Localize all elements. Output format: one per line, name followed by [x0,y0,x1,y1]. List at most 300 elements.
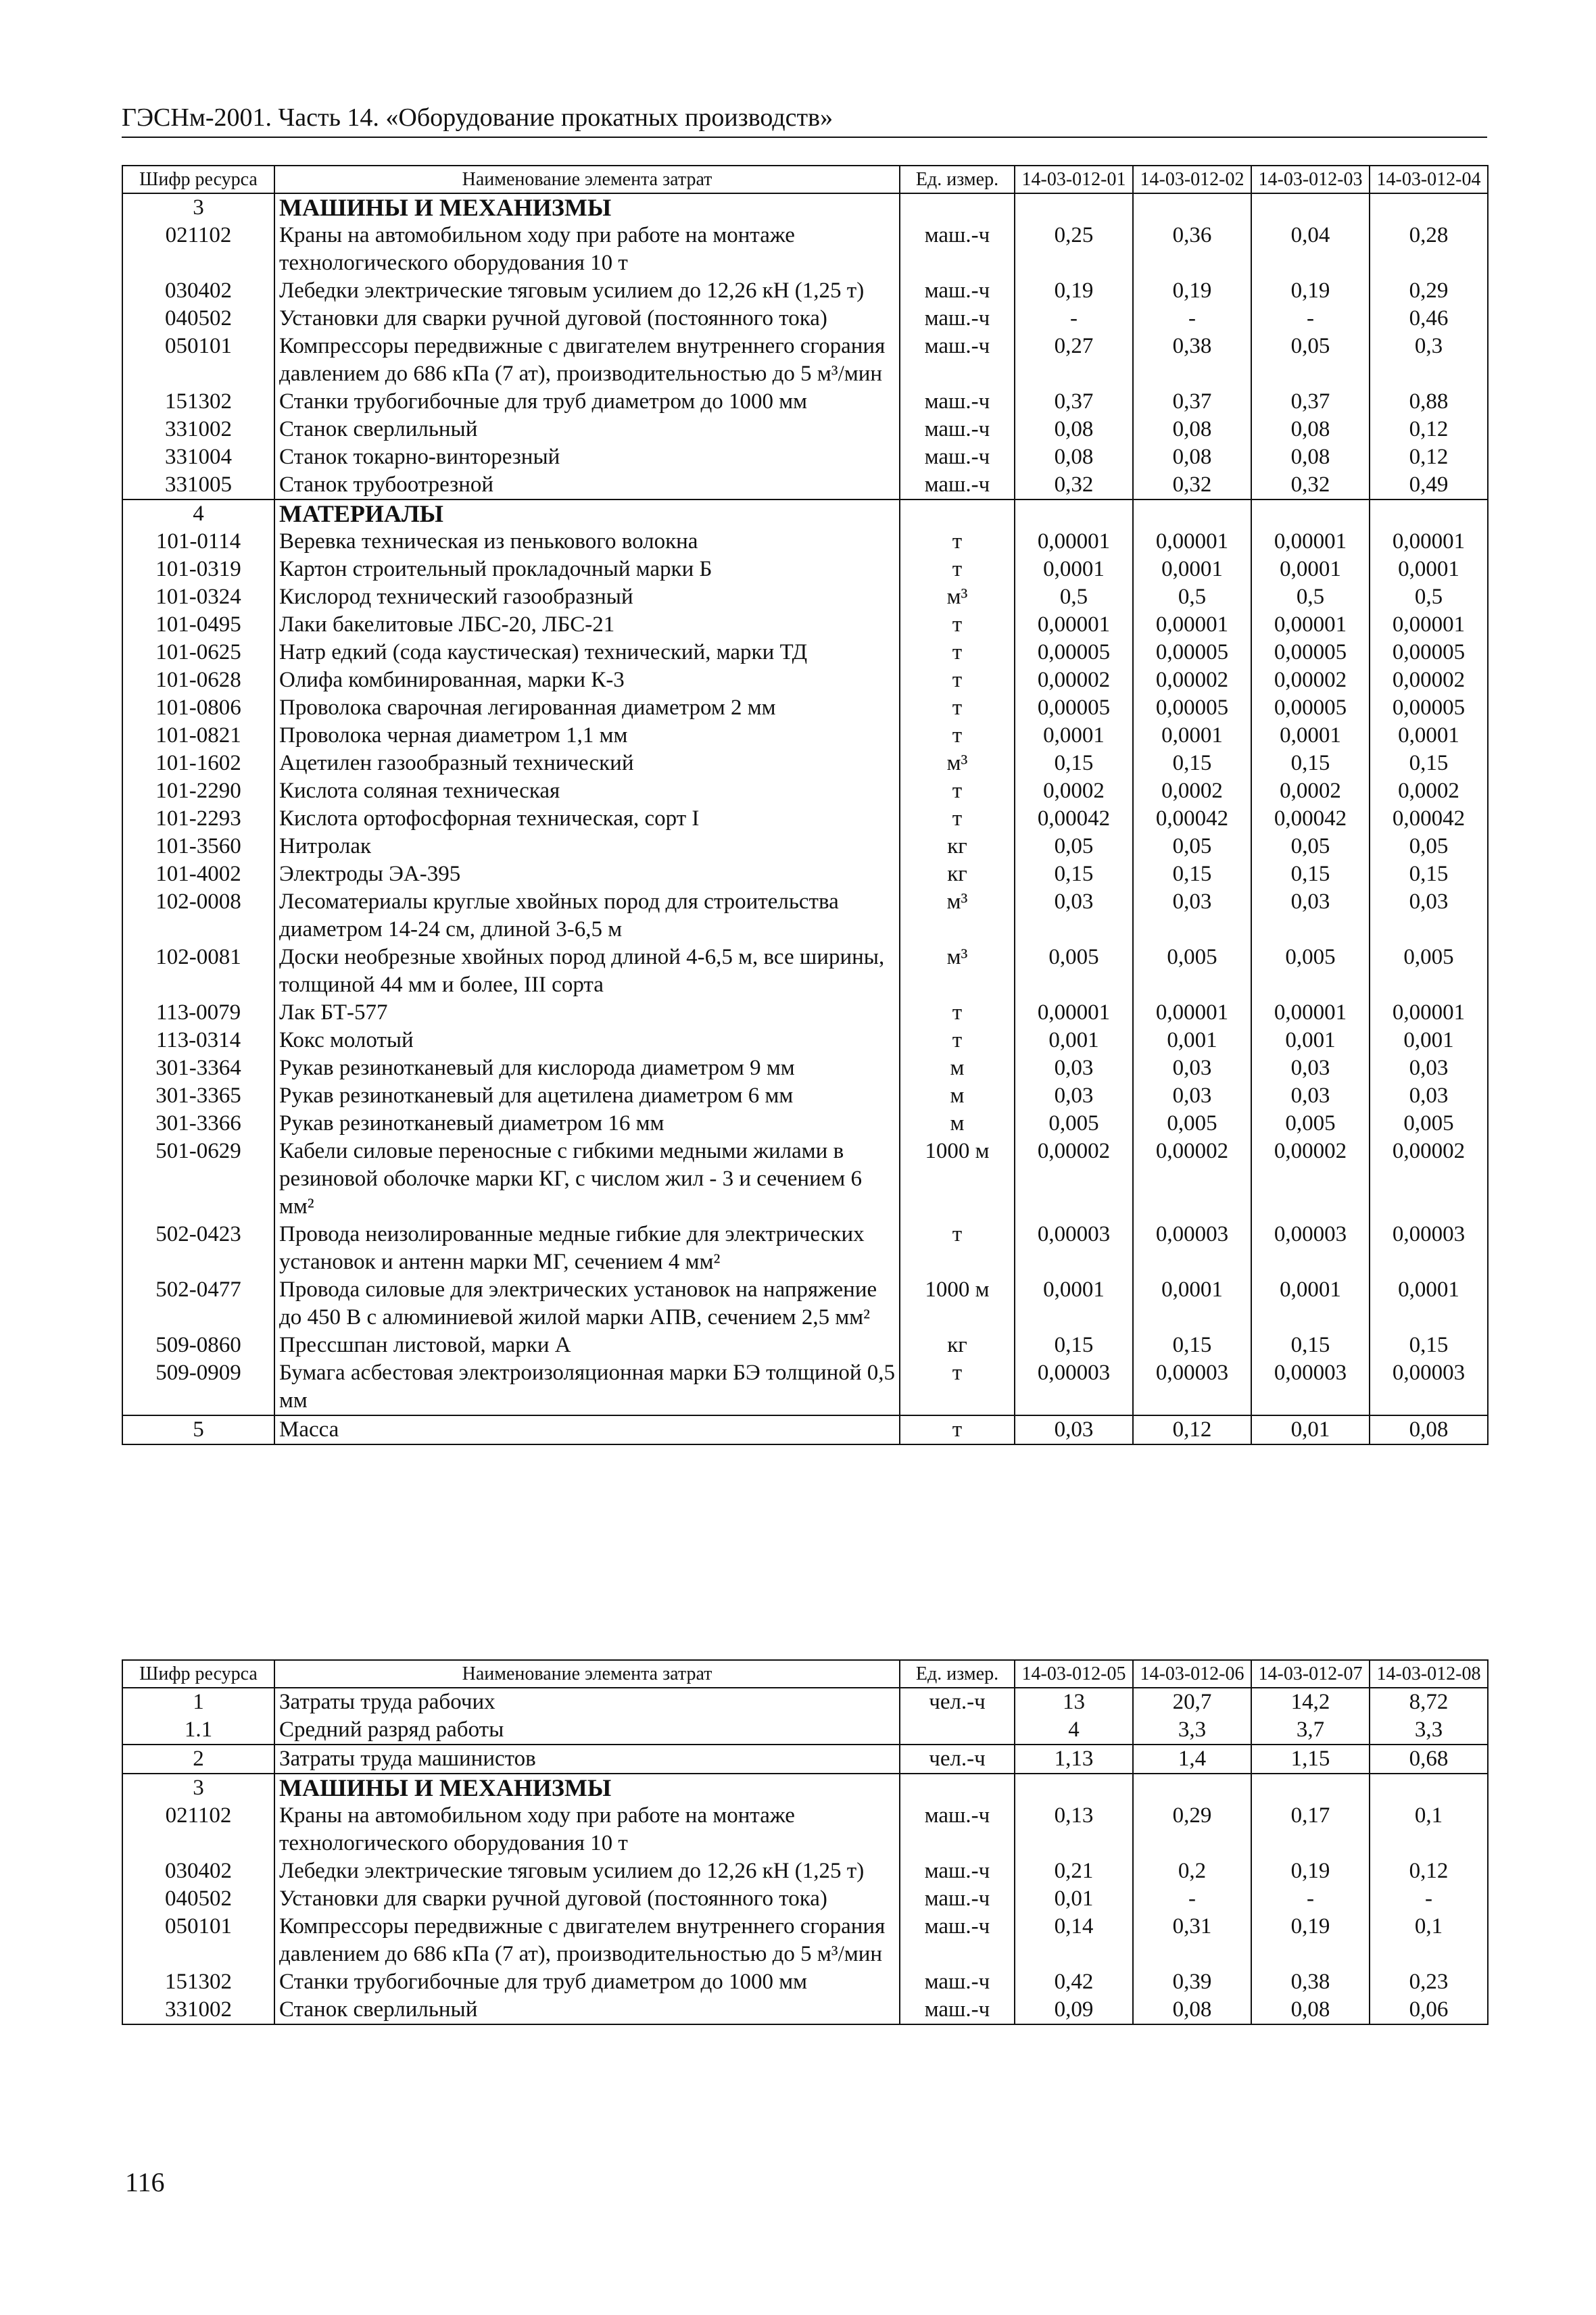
norm-value [1370,193,1488,222]
col-header-norm-5: 14-03-012-05 [1015,1660,1133,1688]
norm-value: 0,00002 [1370,666,1488,694]
norm-value: 0,03 [1133,1082,1251,1110]
unit-cell: т [900,639,1015,666]
norm-value: 0,05 [1370,833,1488,860]
resource-name: Затраты труда машинистов [274,1745,900,1774]
norm-value: 0,68 [1370,1745,1488,1774]
resource-code: 101-0628 [122,666,274,694]
resource-code: 501-0629 [122,1138,274,1221]
norm-value: 0,15 [1370,860,1488,888]
norm-value: 0,0002 [1370,777,1488,805]
resource-name: Станок токарно-винторезный [274,443,900,471]
norm-value: 0,005 [1370,944,1488,999]
norm-value: 0,00003 [1251,1359,1370,1415]
col-header-name: Наименование элемента затрат [274,166,900,193]
norm-value: 20,7 [1133,1688,1251,1716]
norm-value: 0,0002 [1251,777,1370,805]
resource-name: Рукав резинотканевый для кислорода диаметром 9 мм [274,1054,900,1082]
norm-value: 0,00002 [1251,666,1370,694]
resource-code: 101-3560 [122,833,274,860]
resource-name: Бумага асбестовая электроизоляционная марки БЭ толщиной 0,5 мм [274,1359,900,1415]
norm-value: 0,0001 [1133,722,1251,750]
resource-code: 101-0625 [122,639,274,666]
table-row [122,1221,1488,1276]
section-row [122,1688,1488,1716]
table-row [122,583,1488,611]
norm-value: 0,00001 [1370,528,1488,556]
norm-value: - [1370,1885,1488,1913]
table-row [122,750,1488,777]
norm-value: 0,37 [1015,388,1133,416]
norm-value: 14,2 [1251,1688,1370,1716]
resource-name: Краны на автомобильном ходу при работе на монтаже технологического оборудования 10 т [274,222,900,277]
col-header-norm-6: 14-03-012-06 [1133,1660,1251,1688]
col-header-code: Шифр ресурса [122,166,274,193]
unit-cell: 1000 м [900,1276,1015,1332]
norm-value: 0,3 [1370,333,1488,388]
resource-code: 101-2290 [122,777,274,805]
norm-value: 0,00001 [1015,611,1133,639]
col-header-code: Шифр ресурса [122,1660,274,1688]
unit-cell: маш.-ч [900,277,1015,305]
resource-name: Лебедки электрические тяговым усилием до 12,26 кН (1,25 т) [274,1857,900,1885]
norm-value: 0,00005 [1370,639,1488,666]
norm-value: 0,03 [1015,1082,1133,1110]
norm-value: 0,0001 [1251,1276,1370,1332]
col-header-norm-1: 14-03-012-01 [1015,166,1133,193]
norm-value: 0,25 [1015,222,1133,277]
norm-value: 0,2 [1133,1857,1251,1885]
norm-value: 0,38 [1133,333,1251,388]
table-row [122,277,1488,305]
norm-value: - [1251,305,1370,333]
norm-value: 1,13 [1015,1745,1133,1774]
resource-name: Веревка техническая из пенькового волокна [274,528,900,556]
norm-value: 0,15 [1133,860,1251,888]
table-row [122,639,1488,666]
norm-value: 0,08 [1251,416,1370,443]
norm-value: 0,08 [1370,1415,1488,1444]
table-1-header [122,166,1488,193]
norm-value: 0,39 [1133,1968,1251,1996]
norm-value: 0,00001 [1370,611,1488,639]
norm-value: 1,4 [1133,1745,1251,1774]
resource-code: 101-0114 [122,528,274,556]
table-row [122,944,1488,999]
table-row [122,999,1488,1027]
norm-value: 0,15 [1251,1332,1370,1359]
table-row [122,222,1488,277]
col-header-norm-8: 14-03-012-08 [1370,1660,1488,1688]
unit-cell: т [900,1221,1015,1276]
resource-code: 030402 [122,1857,274,1885]
norm-value: 0,00001 [1133,528,1251,556]
resource-name: Лебедки электрические тяговым усилием до 12,26 кН (1,25 т) [274,277,900,305]
resource-name: Установки для сварки ручной дуговой (постоянного тока) [274,305,900,333]
resource-code: 101-0319 [122,556,274,583]
table-row [122,1885,1488,1913]
resource-code: 101-0324 [122,583,274,611]
norm-value: 0,01 [1251,1415,1370,1444]
norm-value: 0,14 [1015,1913,1133,1968]
norm-value: 0,15 [1370,750,1488,777]
table-row [122,528,1488,556]
resource-name: Станки трубогибочные для труб диаметром до 1000 мм [274,1968,900,1996]
norm-value: 0,19 [1015,277,1133,305]
table-row [122,556,1488,583]
resource-code: 331002 [122,416,274,443]
resource-name: Лак БТ-577 [274,999,900,1027]
norm-value: 1,15 [1251,1745,1370,1774]
norm-value: 0,42 [1015,1968,1133,1996]
table-row [122,860,1488,888]
section-row [122,1745,1488,1774]
resource-name: Компрессоры передвижные с двигателем внутреннего сгорания давлением до 686 кПа (7 ат), производительностью до 5 м³/мин [274,333,900,388]
norm-value: 0,08 [1251,443,1370,471]
norm-value: 0,00042 [1015,805,1133,833]
resource-name: Рукав резинотканевый диаметром 16 мм [274,1110,900,1138]
unit-cell: кг [900,860,1015,888]
resource-code: 050101 [122,333,274,388]
resource-name: Провода неизолированные медные гибкие для электрических установок и антенн марки МГ, сечением 4 мм² [274,1221,900,1276]
resource-name: Нитролак [274,833,900,860]
resource-code: 101-0806 [122,694,274,722]
resource-name: Проволока черная диаметром 1,1 мм [274,722,900,750]
norm-value: 0,00003 [1015,1221,1133,1276]
norm-value: 0,00005 [1015,694,1133,722]
norm-value: 0,0002 [1015,777,1133,805]
norm-value: 13 [1015,1688,1133,1716]
table-1-body [122,193,1488,1444]
unit-cell: т [900,666,1015,694]
norm-value: 0,00003 [1133,1359,1251,1415]
unit-cell: маш.-ч [900,471,1015,499]
unit-cell: маш.-ч [900,1996,1015,2024]
unit-cell: маш.-ч [900,333,1015,388]
norm-value: 0,05 [1015,833,1133,860]
norm-value: 0,03 [1015,1054,1133,1082]
norm-value: 0,21 [1015,1857,1133,1885]
resource-name: Лаки бакелитовые ЛБС-20, ЛБС-21 [274,611,900,639]
norm-value [1015,1774,1133,1802]
resource-table-2 [122,1659,1489,2025]
resource-code: 040502 [122,1885,274,1913]
unit-cell [900,1716,1015,1745]
resource-name: МАШИНЫ И МЕХАНИЗМЫ [274,1774,900,1802]
resource-code: 050101 [122,1913,274,1968]
norm-value: 3,3 [1133,1716,1251,1745]
table-row [122,1913,1488,1968]
norm-value: 0,12 [1133,1415,1251,1444]
norm-value: 0,15 [1133,1332,1251,1359]
table-row [122,333,1488,388]
resource-code: 101-1602 [122,750,274,777]
table-row [122,388,1488,416]
table-row [122,1082,1488,1110]
norm-value: 0,0001 [1370,1276,1488,1332]
resource-name: Кислота ортофосфорная техническая, сорт I [274,805,900,833]
norm-value: 0,36 [1133,222,1251,277]
norm-value: 0,5 [1251,583,1370,611]
norm-value: 0,13 [1015,1802,1133,1857]
norm-value: 0,05 [1133,833,1251,860]
norm-value: 0,23 [1370,1968,1488,1996]
norm-value: 0,001 [1015,1027,1133,1054]
norm-value: 0,08 [1133,1996,1251,2024]
norm-value: 0,28 [1370,222,1488,277]
unit-cell: маш.-ч [900,305,1015,333]
resource-code: 1.1 [122,1716,274,1745]
norm-value: 0,15 [1015,860,1133,888]
unit-cell: маш.-ч [900,388,1015,416]
norm-value: 0,00001 [1251,611,1370,639]
resource-code: 5 [122,1415,274,1444]
table-row [122,305,1488,333]
resource-code: 040502 [122,305,274,333]
norm-value: 0,005 [1133,1110,1251,1138]
table-row [122,1332,1488,1359]
norm-value: 0,03 [1251,888,1370,944]
table-row [122,416,1488,443]
resource-code: 3 [122,1774,274,1802]
unit-cell: т [900,722,1015,750]
norm-value: 0,005 [1015,944,1133,999]
norm-value [1370,499,1488,528]
unit-cell: м³ [900,750,1015,777]
resource-name: МАТЕРИАЛЫ [274,499,900,528]
norm-value: 0,00005 [1370,694,1488,722]
table-row [122,1996,1488,2024]
resource-name: Доски необрезные хвойных пород длиной 4-6,5 м, все ширины, толщиной 44 мм и более, III сорта [274,944,900,999]
resource-name: Кислород технический газообразный [274,583,900,611]
unit-cell: м³ [900,944,1015,999]
resource-code: 331002 [122,1996,274,2024]
norm-value: 0,00003 [1015,1359,1133,1415]
norm-value: 0,15 [1251,860,1370,888]
norm-value: 0,09 [1015,1996,1133,2024]
norm-value: 0,00003 [1133,1221,1251,1276]
resource-name: Натр едкий (сода каустическая) технический, марки ТД [274,639,900,666]
norm-value: 0,00002 [1133,666,1251,694]
norm-value: 0,0001 [1370,722,1488,750]
resource-code: 102-0008 [122,888,274,944]
norm-value: 0,08 [1015,416,1133,443]
resource-code: 509-0860 [122,1332,274,1359]
unit-cell: т [900,999,1015,1027]
norm-value: 0,00005 [1251,639,1370,666]
resource-name: Кислота соляная техническая [274,777,900,805]
norm-value: 0,1 [1370,1802,1488,1857]
norm-value: 0,08 [1133,416,1251,443]
norm-value: 0,29 [1133,1802,1251,1857]
norm-value: 0,12 [1370,443,1488,471]
norm-value: 0,005 [1015,1110,1133,1138]
norm-value: 0,12 [1370,416,1488,443]
resource-name: МАШИНЫ И МЕХАНИЗМЫ [274,193,900,222]
section-row [122,1415,1488,1444]
norm-value: 0,27 [1015,333,1133,388]
norm-value: 0,03 [1133,888,1251,944]
norm-value: 0,5 [1133,583,1251,611]
norm-value: - [1015,305,1133,333]
resource-code: 151302 [122,388,274,416]
norm-value: 0,00001 [1015,528,1133,556]
norm-value [1370,1774,1488,1802]
norm-value: 0,00001 [1133,611,1251,639]
resource-code: 4 [122,499,274,528]
resource-code: 113-0314 [122,1027,274,1054]
resource-name: Провода силовые для электрических установок на напряжение до 450 В с алюминиевой жилой марки АПВ, сечением 2,5 мм² [274,1276,900,1332]
norm-value: 0,06 [1370,1996,1488,2024]
norm-value [1251,1774,1370,1802]
resource-name: Станки трубогибочные для труб диаметром до 1000 мм [274,388,900,416]
resource-code: 301-3365 [122,1082,274,1110]
resource-name: Олифа комбинированная, марки К-3 [274,666,900,694]
unit-cell: маш.-ч [900,416,1015,443]
unit-cell [900,193,1015,222]
resource-name: Средний разряд работы [274,1716,900,1745]
unit-cell: т [900,1359,1015,1415]
table-row [122,1276,1488,1332]
table-row [122,833,1488,860]
table-row [122,777,1488,805]
norm-value: 0,08 [1133,443,1251,471]
norm-value: 0,12 [1370,1857,1488,1885]
col-header-norm-4: 14-03-012-04 [1370,166,1488,193]
unit-cell: маш.-ч [900,1885,1015,1913]
page-number: 116 [125,2167,165,2197]
table-row [122,1110,1488,1138]
norm-value: 0,00001 [1133,999,1251,1027]
table-row [122,611,1488,639]
resource-code: 331005 [122,471,274,499]
unit-cell: маш.-ч [900,1857,1015,1885]
norm-value: 0,49 [1370,471,1488,499]
resource-code: 502-0423 [122,1221,274,1276]
col-header-norm-2: 14-03-012-02 [1133,166,1251,193]
unit-cell: кг [900,1332,1015,1359]
unit-cell: маш.-ч [900,1968,1015,1996]
resource-name: Кокс молотый [274,1027,900,1054]
table-row [122,1968,1488,1996]
unit-cell: м³ [900,888,1015,944]
norm-value: 0,05 [1251,333,1370,388]
resource-name: Картон строительный прокладочный марки Б [274,556,900,583]
col-header-norm-3: 14-03-012-03 [1251,166,1370,193]
resource-code: 113-0079 [122,999,274,1027]
norm-value: 0,32 [1015,471,1133,499]
norm-value: 3,3 [1370,1716,1488,1745]
norm-value: 0,03 [1370,1054,1488,1082]
norm-value: 0,00001 [1251,999,1370,1027]
norm-value: 0,05 [1251,833,1370,860]
norm-value: 0,0001 [1133,556,1251,583]
norm-value: 0,00042 [1133,805,1251,833]
norm-value: 8,72 [1370,1688,1488,1716]
resource-code: 102-0081 [122,944,274,999]
table-row [122,722,1488,750]
unit-cell: м³ [900,583,1015,611]
unit-cell: маш.-ч [900,1913,1015,1968]
norm-value: 0,0001 [1015,1276,1133,1332]
norm-value: 0,19 [1251,277,1370,305]
norm-value: - [1133,1885,1251,1913]
norm-value: 0,31 [1133,1913,1251,1968]
resource-name: Станок сверлильный [274,1996,900,2024]
norm-value: 0,38 [1251,1968,1370,1996]
page-header: ГЭСНм-2001. Часть 14. «Оборудование прокатных производств» [122,103,1487,138]
norm-value: 0,0001 [1133,1276,1251,1332]
resource-code: 1 [122,1688,274,1716]
norm-value: 0,03 [1370,1082,1488,1110]
resource-code: 021102 [122,222,274,277]
norm-value: 0,08 [1015,443,1133,471]
norm-value: 0,005 [1251,1110,1370,1138]
norm-value: 0,29 [1370,277,1488,305]
resource-code: 151302 [122,1968,274,1996]
resource-code: 030402 [122,277,274,305]
table-row [122,1054,1488,1082]
unit-cell: чел.-ч [900,1745,1015,1774]
table-row [122,1857,1488,1885]
norm-value [1251,499,1370,528]
norm-value: 0,00002 [1015,1138,1133,1221]
resource-name: Электроды ЭА-395 [274,860,900,888]
resource-name: Масса [274,1415,900,1444]
resource-name: Станок сверлильный [274,416,900,443]
norm-value: 0,00002 [1133,1138,1251,1221]
norm-value: 0,46 [1370,305,1488,333]
resource-code: 301-3364 [122,1054,274,1082]
resource-name: Станок трубоотрезной [274,471,900,499]
norm-value: 0,15 [1015,1332,1133,1359]
resource-code: 3 [122,193,274,222]
col-header-unit: Ед. измер. [900,1660,1015,1688]
norm-value: 0,00002 [1251,1138,1370,1221]
norm-value: 0,19 [1133,277,1251,305]
table-row [122,888,1488,944]
resource-name: Рукав резинотканевый для ацетилена диаметром 6 мм [274,1082,900,1110]
unit-cell: т [900,611,1015,639]
norm-value: 0,0001 [1251,556,1370,583]
resource-code: 101-0495 [122,611,274,639]
norm-value: 0,00001 [1370,999,1488,1027]
unit-cell: м [900,1082,1015,1110]
norm-value: 4 [1015,1716,1133,1745]
unit-cell: т [900,805,1015,833]
norm-value [1015,193,1133,222]
norm-value: 0,0002 [1133,777,1251,805]
norm-value [1133,193,1251,222]
table-row [122,1802,1488,1857]
norm-value: 0,00042 [1251,805,1370,833]
norm-value: 0,17 [1251,1802,1370,1857]
resource-name: Затраты труда рабочих [274,1688,900,1716]
norm-value: 0,00042 [1370,805,1488,833]
norm-value: 0,00001 [1015,999,1133,1027]
unit-cell: м [900,1054,1015,1082]
resource-code: 101-2293 [122,805,274,833]
norm-value: 0,15 [1015,750,1133,777]
norm-value: 0,00005 [1133,694,1251,722]
resource-code: 101-0821 [122,722,274,750]
norm-value: 3,7 [1251,1716,1370,1745]
norm-value: 0,5 [1015,583,1133,611]
unit-cell: т [900,556,1015,583]
resource-name: Установки для сварки ручной дуговой (постоянного тока) [274,1885,900,1913]
unit-cell: т [900,1415,1015,1444]
norm-value: 0,15 [1370,1332,1488,1359]
